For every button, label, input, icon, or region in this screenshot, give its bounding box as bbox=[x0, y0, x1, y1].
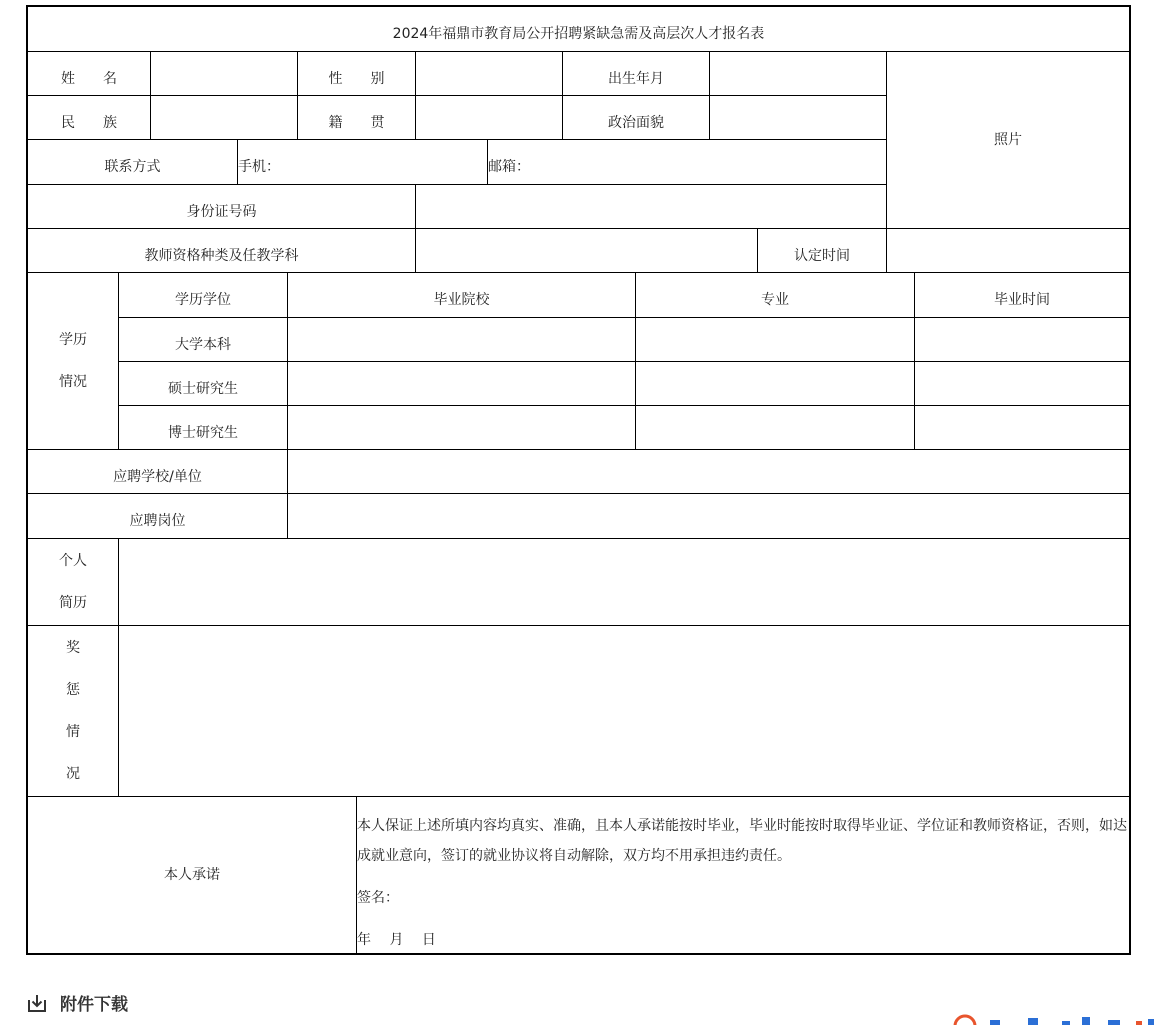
master-school-field[interactable] bbox=[288, 362, 636, 406]
edu-header-degree: 学历学位 bbox=[119, 273, 288, 318]
awards-char-4: 况 bbox=[66, 766, 80, 782]
awards-char-1: 奖 bbox=[66, 640, 80, 656]
edu-row-doctor: 博士研究生 bbox=[119, 406, 288, 450]
email-field[interactable] bbox=[488, 140, 887, 185]
pledge-content bbox=[357, 797, 1132, 953]
id-field[interactable] bbox=[416, 185, 887, 229]
political-label: 政治面貌 bbox=[563, 96, 710, 140]
resume-label-line1: 个人 bbox=[59, 553, 87, 569]
edu-row-bachelor: 大学本科 bbox=[119, 318, 288, 362]
pledge-text-line2: 成就业意向，签订的就业协议将自动解除，双方均不用承担违约责任。 bbox=[357, 848, 791, 864]
edu-row-master: 硕士研究生 bbox=[119, 362, 288, 406]
contact-label: 联系方式 bbox=[28, 140, 238, 185]
cert-time-field[interactable] bbox=[887, 229, 1129, 273]
email-label: 邮箱： bbox=[488, 159, 530, 175]
birth-field[interactable] bbox=[710, 52, 887, 96]
education-label-line2: 情况 bbox=[59, 374, 87, 390]
attachment-download-link[interactable] bbox=[26, 990, 128, 1015]
awards-label bbox=[28, 626, 119, 797]
master-major-field[interactable] bbox=[636, 362, 915, 406]
post-field[interactable] bbox=[288, 494, 1129, 539]
teacher-cert-field[interactable] bbox=[416, 229, 758, 273]
post-label: 应聘岗位 bbox=[28, 494, 288, 539]
photo-box[interactable] bbox=[887, 52, 1129, 229]
signature-label: 签名： bbox=[357, 890, 399, 906]
name-label: 姓 名 bbox=[28, 52, 151, 96]
native-field[interactable] bbox=[416, 96, 563, 140]
mobile-label: 手机： bbox=[238, 159, 280, 175]
name-field[interactable] bbox=[151, 52, 298, 96]
bachelor-school-field[interactable] bbox=[288, 318, 636, 362]
ethnicity-label: 民 族 bbox=[28, 96, 151, 140]
pledge-text-line1: 本人保证上述所填内容均真实、准确，且本人承诺能按时毕业，毕业时能按时取得毕业证、学位证和教师资格证，否则，如达 bbox=[357, 818, 1127, 834]
education-label bbox=[28, 273, 119, 450]
school-field[interactable] bbox=[288, 450, 1129, 494]
ethnicity-field[interactable] bbox=[151, 96, 298, 140]
cert-time-label: 认定时间 bbox=[758, 229, 887, 273]
resume-label bbox=[28, 539, 119, 626]
birth-label: 出生年月 bbox=[563, 52, 710, 96]
gender-label: 性 别 bbox=[298, 52, 416, 96]
id-label: 身份证号码 bbox=[28, 185, 416, 229]
awards-char-2: 惩 bbox=[66, 682, 80, 698]
date-label: 年 月 日 bbox=[357, 932, 436, 948]
awards-field[interactable] bbox=[119, 626, 1129, 797]
corner-watermark bbox=[950, 1011, 1160, 1025]
doctor-major-field[interactable] bbox=[636, 406, 915, 450]
bachelor-major-field[interactable] bbox=[636, 318, 915, 362]
photo-label: 照片 bbox=[994, 132, 1022, 148]
pledge-label: 本人承诺 bbox=[28, 797, 357, 953]
awards-char-3: 情 bbox=[66, 724, 80, 740]
edu-header-grad-time: 毕业时间 bbox=[915, 273, 1129, 318]
download-icon bbox=[26, 992, 48, 1014]
master-time-field[interactable] bbox=[915, 362, 1129, 406]
resume-field[interactable] bbox=[119, 539, 1129, 626]
resume-label-line2: 简历 bbox=[59, 595, 87, 611]
native-label: 籍 贯 bbox=[298, 96, 416, 140]
form-title: 2024年福鼎市教育局公开招聘紧缺急需及高层次人才报名表 bbox=[28, 7, 1129, 52]
political-field[interactable] bbox=[710, 96, 887, 140]
mobile-field[interactable] bbox=[238, 140, 488, 185]
registration-form bbox=[26, 5, 1131, 955]
attachment-label: 附件下载 bbox=[60, 995, 128, 1015]
school-label: 应聘学校/单位 bbox=[28, 450, 288, 494]
doctor-school-field[interactable] bbox=[288, 406, 636, 450]
edu-header-school: 毕业院校 bbox=[288, 273, 636, 318]
bachelor-time-field[interactable] bbox=[915, 318, 1129, 362]
doctor-time-field[interactable] bbox=[915, 406, 1129, 450]
education-label-line1: 学历 bbox=[59, 332, 87, 348]
edu-header-major: 专业 bbox=[636, 273, 915, 318]
gender-field[interactable] bbox=[416, 52, 563, 96]
teacher-cert-label: 教师资格种类及任教学科 bbox=[28, 229, 416, 273]
